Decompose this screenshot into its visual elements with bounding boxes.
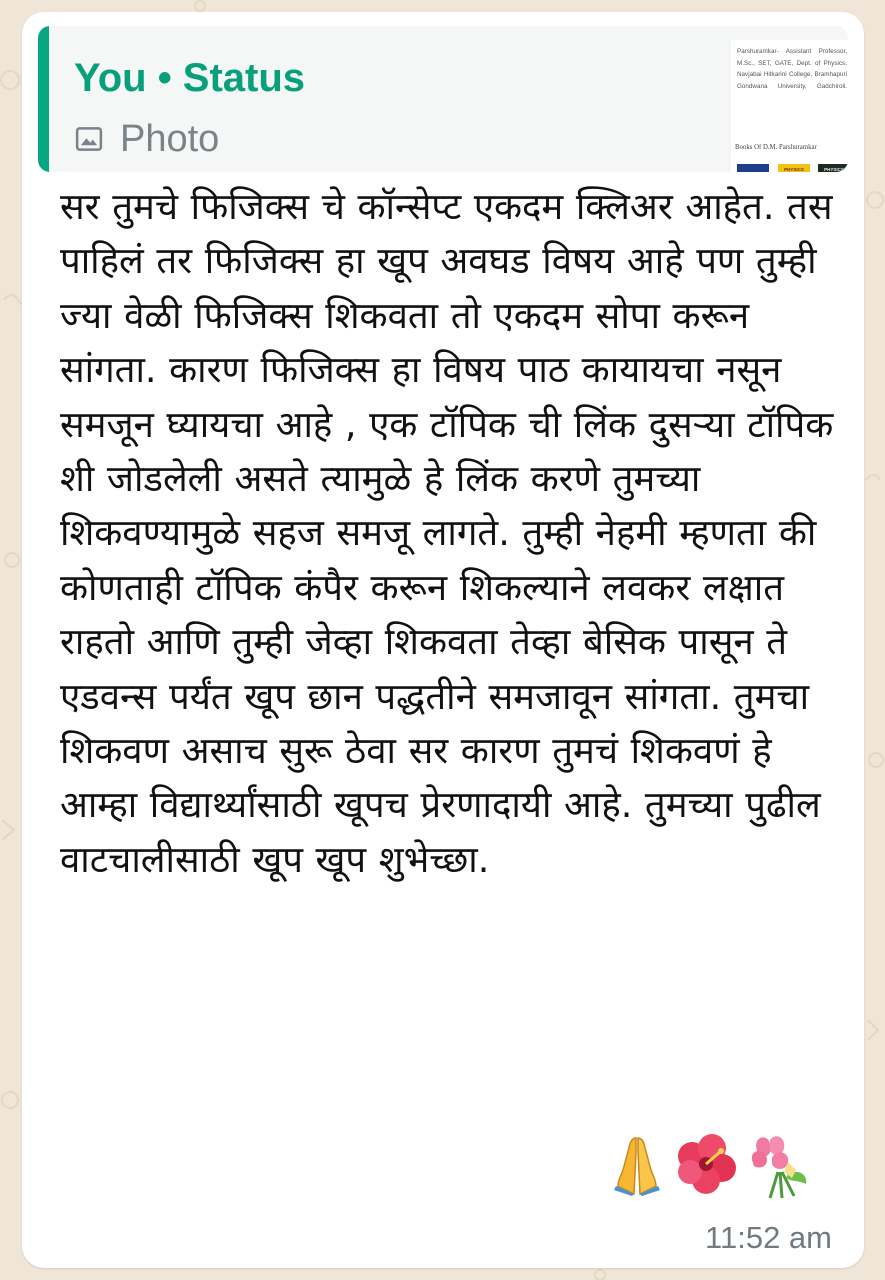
quote-accent-bar (38, 26, 49, 172)
quoted-media-type (74, 114, 219, 164)
book-cover (778, 164, 810, 172)
message-text: सर तुमचे फिजिक्स चे कॉन्सेप्ट एकदम क्लिअर आहेत. तस पाहिलं तर फिजिक्स हा खूप अवघड विषय आहे पण तुम्ही ज्या वेळी फिजिक्स शिकवता तो एकदम सोपा करून सांगता. कारण फिजिक्स हा विषय पाठ कायायचा नसून समजून घ्यायचा आहे , एक टॉपिक ची लिंक दुसऱ्या टॉपिक शी जोडलेली असते त्यामुळे हे लिंक करणे तुमच्या शिकवण्यामुळे सहज समजू लागते. तुम्ही नेहमी म्हणता की कोणताही टॉपिक कंपैर करून शिकल्याने लवकर लक्षात राहतो आणि तुम्ही जेव्हा शिकवता तेव्हा बेसिक पासून ते एडवन्स पर्यंत खूप छान पद्धतीने समजावून सांगता. तुमचा शिकवण असाच सुरू ठेवा सर कारण तुमचं शिकवणं हे आम्हा विद्यार्थ्यांसाठी खूपच प्रेरणादायी आहे. तुमच्या पुढील वाटचालीसाठी खूप खूप शुभेच्छा. (60, 185, 834, 881)
thumbnail-books-title: Books Of D.M. Parshuramkar (735, 144, 817, 151)
book-cover-title: PHYSICS (824, 167, 844, 172)
book-cover (737, 164, 769, 172)
message-timestamp: 11:52 am (705, 1220, 832, 1255)
folded-hands-emoji (614, 1134, 660, 1196)
photo-icon (74, 124, 104, 154)
quoted-status-reply[interactable] (38, 26, 848, 172)
tulip-bouquet-emoji (748, 1134, 812, 1200)
status-thumbnail[interactable] (731, 40, 848, 172)
hibiscus-emoji (676, 1134, 736, 1196)
thumbnail-info-text: Parshuramkar- Assistant Professor, M.Sc., SET, GATE, Dept. of Physics, Navjabai Hitkarini College, Bramhapuri Gondwana University, Gadchiroli. (737, 48, 847, 90)
book-cover (818, 164, 848, 172)
quoted-media-label: Photo (120, 118, 220, 160)
message-bubble[interactable] (22, 12, 864, 1268)
book-cover-title: PHYSICS (784, 167, 804, 172)
quoted-author: You • Status (74, 56, 306, 100)
